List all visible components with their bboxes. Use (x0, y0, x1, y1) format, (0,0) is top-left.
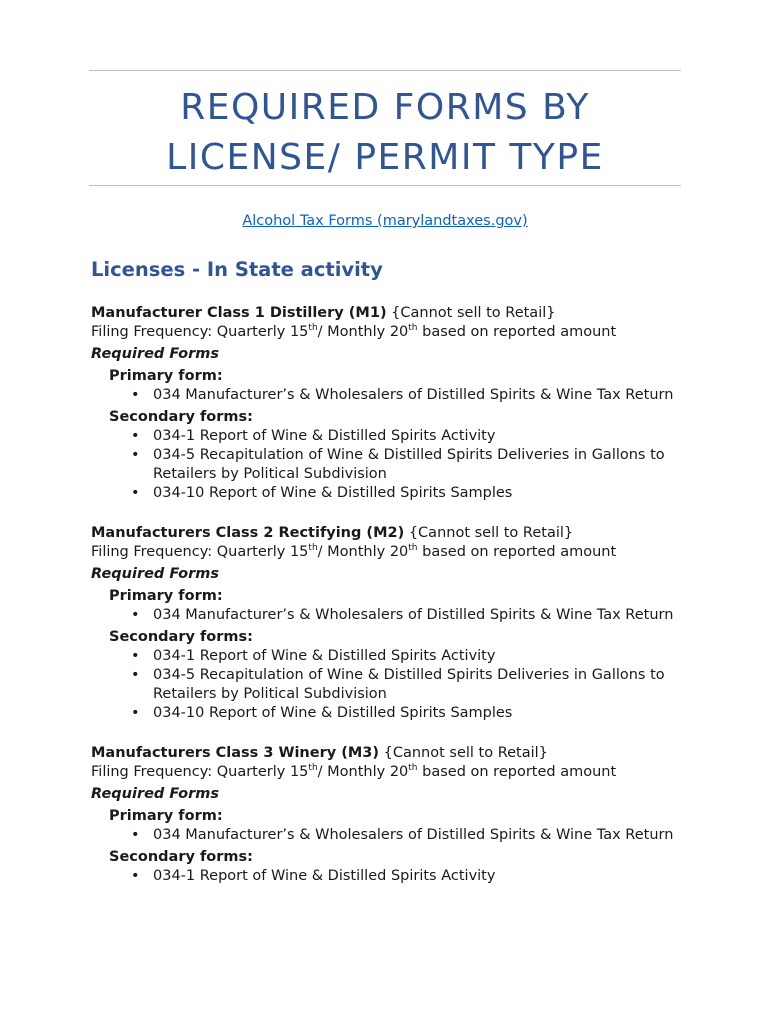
freq-sup-2: th (408, 323, 418, 334)
bullet-icon: • (131, 648, 140, 664)
freq-text-a: Filing Frequency: Quarterly 15 (91, 324, 309, 340)
freq-text-b: / Monthly 20 (317, 324, 409, 340)
primary-form-label: Primary form: (109, 808, 223, 824)
list-item (91, 386, 691, 405)
required-forms-heading: Required Forms (91, 786, 219, 802)
title-line-2: LICENSE/ PERMIT TYPE (166, 137, 604, 178)
list-item (91, 484, 691, 503)
secondary-forms-list (91, 647, 691, 723)
required-forms-heading: Required Forms (91, 566, 219, 582)
secondary-forms-label: Secondary forms: (109, 629, 253, 645)
bullet-icon: • (131, 667, 140, 683)
secondary-forms-list (91, 867, 691, 886)
license-header (91, 744, 691, 763)
form-item-text: 034 Manufacturer’s & Wholesalers of Distilled Spirits & Wine Tax Return (153, 607, 674, 623)
form-item-text: 034 Manufacturer’s & Wholesalers of Distilled Spirits & Wine Tax Return (153, 827, 674, 843)
list-item (91, 867, 691, 886)
license-name: Manufacturer Class 1 Distillery (M1) (91, 305, 387, 321)
page-title (89, 83, 681, 183)
bottom-rule (89, 185, 681, 186)
license-header (91, 524, 691, 543)
freq-sup-2: th (408, 543, 418, 554)
license-block (91, 744, 691, 886)
freq-text-a: Filing Frequency: Quarterly 15 (91, 544, 309, 560)
secondary-forms-label: Secondary forms: (109, 849, 253, 865)
alcohol-tax-forms-link[interactable]: Alcohol Tax Forms (marylandtaxes.gov) (242, 213, 528, 229)
license-header (91, 304, 691, 323)
bullet-icon: • (131, 607, 140, 623)
top-rule (89, 70, 681, 71)
section-heading: Licenses - In State activity (91, 258, 383, 281)
license-note: {Cannot sell to Retail} (386, 305, 556, 321)
list-item (91, 606, 691, 625)
bullet-icon: • (131, 428, 140, 444)
form-item-text: 034-5 Recapitulation of Wine & Distilled Spirits Deliveries in Gallons to Retailers by Political Subdivision (153, 447, 665, 482)
license-note: {Cannot sell to Retail} (379, 745, 548, 761)
bullet-icon: • (131, 868, 140, 884)
form-item-text: 034-5 Recapitulation of Wine & Distilled Spirits Deliveries in Gallons to Retailers by Political Subdivision (153, 667, 665, 702)
form-item-text: 034 Manufacturer’s & Wholesalers of Distilled Spirits & Wine Tax Return (153, 387, 674, 403)
license-name: Manufacturers Class 2 Rectifying (M2) (91, 525, 405, 541)
form-item-text: 034-1 Report of Wine & Distilled Spirits Activity (153, 428, 496, 444)
list-item (91, 826, 691, 845)
bullet-icon: • (131, 705, 140, 721)
freq-text-b: / Monthly 20 (317, 764, 409, 780)
list-item (91, 647, 691, 666)
filing-frequency (91, 543, 691, 562)
form-item-text: 034-10 Report of Wine & Distilled Spirits Samples (153, 485, 513, 501)
bullet-icon: • (131, 827, 140, 843)
primary-form-list (91, 826, 691, 845)
required-forms-heading: Required Forms (91, 346, 219, 362)
bullet-icon: • (131, 447, 140, 463)
title-line-1: REQUIRED FORMS BY (180, 87, 590, 128)
license-note: {Cannot sell to Retail} (404, 525, 574, 541)
list-item (91, 446, 691, 484)
freq-sup-1: th (308, 323, 318, 334)
bullet-icon: • (131, 485, 140, 501)
license-block (91, 524, 691, 723)
secondary-forms-list (91, 427, 691, 503)
freq-text-b: / Monthly 20 (317, 544, 409, 560)
freq-text-a: Filing Frequency: Quarterly 15 (91, 764, 309, 780)
filing-frequency (91, 323, 691, 342)
freq-sup-1: th (308, 763, 318, 774)
license-name: Manufacturers Class 3 Winery (M3) (91, 745, 380, 761)
freq-text-c: based on reported amount (417, 324, 617, 340)
form-item-text: 034-1 Report of Wine & Distilled Spirits Activity (153, 868, 496, 884)
primary-form-list (91, 386, 691, 405)
list-item (91, 427, 691, 446)
freq-sup-1: th (308, 543, 318, 554)
primary-form-list (91, 606, 691, 625)
form-item-text: 034-1 Report of Wine & Distilled Spirits Activity (153, 648, 496, 664)
bullet-icon: • (131, 387, 140, 403)
freq-sup-2: th (408, 763, 418, 774)
list-item (91, 666, 691, 704)
freq-text-c: based on reported amount (417, 764, 617, 780)
list-item (91, 704, 691, 723)
form-item-text: 034-10 Report of Wine & Distilled Spirits Samples (153, 705, 513, 721)
primary-form-label: Primary form: (109, 368, 223, 384)
filing-frequency (91, 763, 691, 782)
freq-text-c: based on reported amount (417, 544, 617, 560)
license-list (91, 304, 691, 907)
license-block (91, 304, 691, 503)
primary-form-label: Primary form: (109, 588, 223, 604)
secondary-forms-label: Secondary forms: (109, 409, 253, 425)
